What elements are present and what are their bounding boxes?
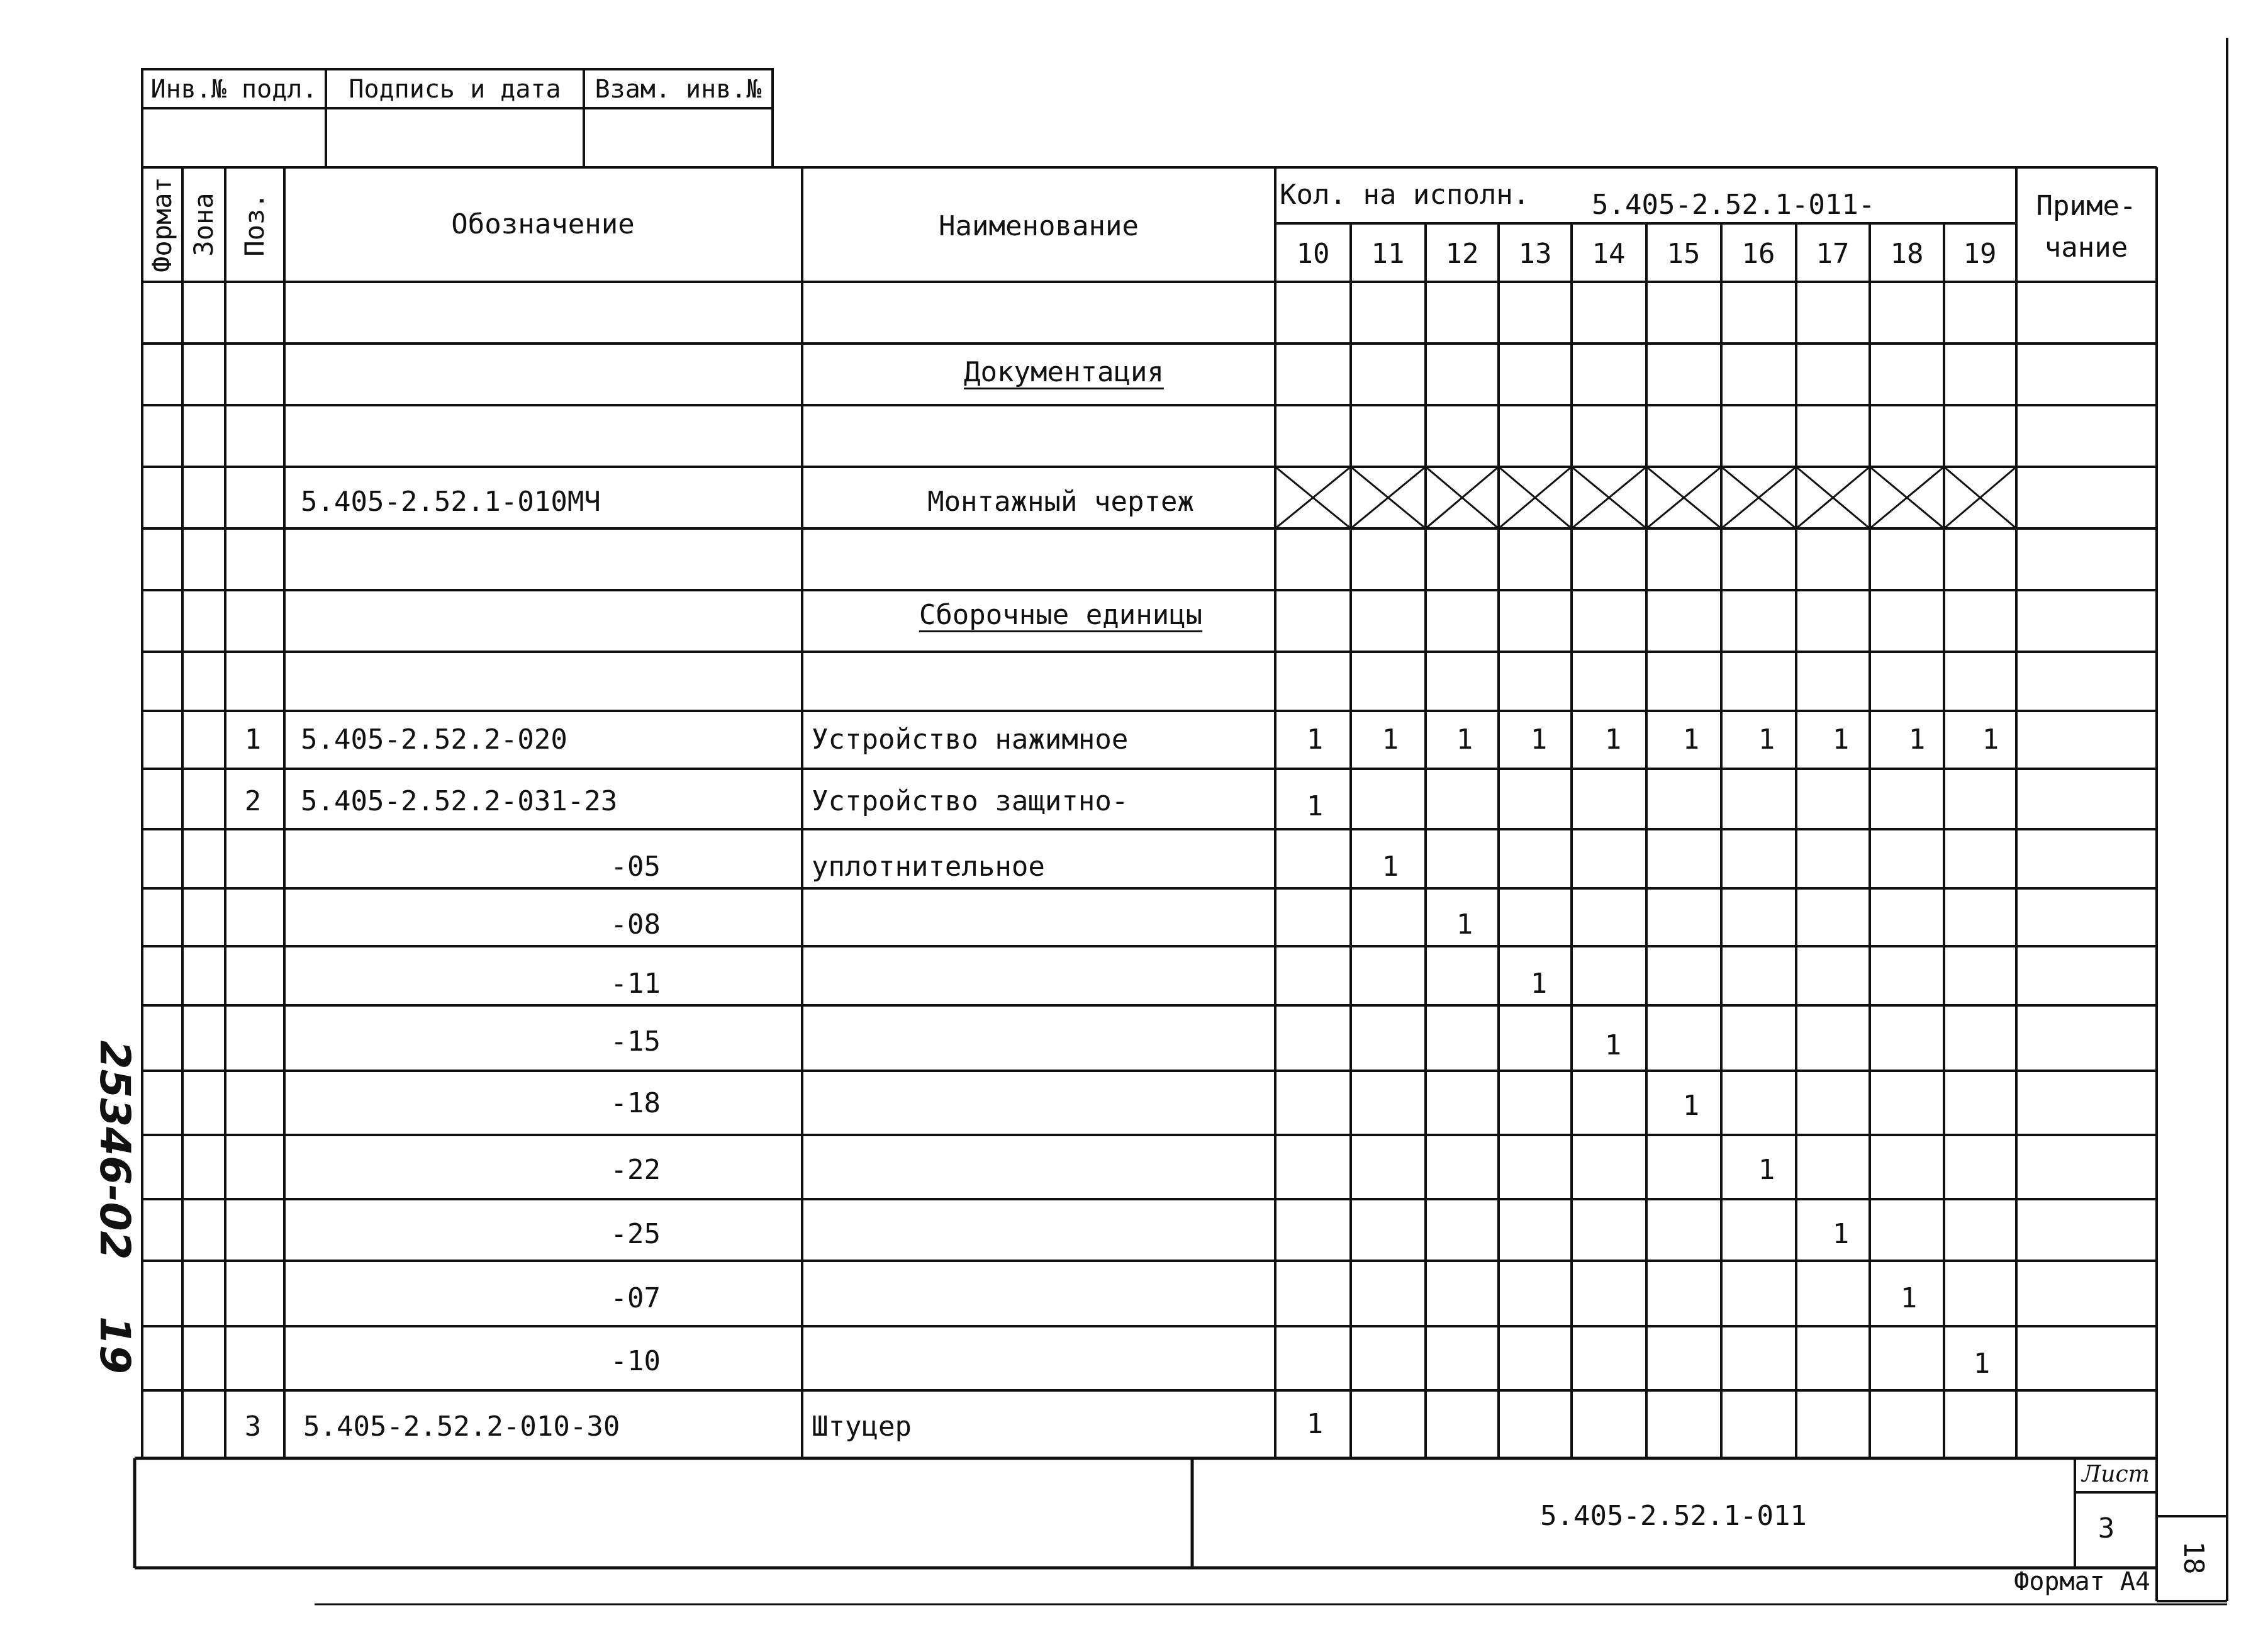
header-col-10: 10 (1296, 238, 1330, 270)
header-col-18: 18 (1890, 238, 1924, 270)
header-col-11: 11 (1371, 238, 1405, 270)
section-assembly-units: Сборочные единицы (919, 599, 1203, 631)
header-poz: Поз. (239, 193, 270, 257)
row-v25-qty: 1 (1832, 1218, 1850, 1250)
header-primechanie-1: Приме- (2036, 190, 2137, 222)
header-col-16: 16 (1741, 238, 1775, 270)
row-v15-qty: 1 (1604, 1029, 1622, 1061)
row-v05-designation: -05 (610, 851, 661, 883)
footer-format-label: Формат А4 (2014, 1567, 2150, 1596)
row-1-qty-16: 1 (1758, 724, 1775, 756)
row-2-qty-10: 1 (1306, 790, 1324, 822)
header-col-19: 19 (1963, 238, 1997, 270)
row-3-name: Штуцер (812, 1411, 912, 1443)
stamp-vzam-inv: Взам. инв.№ (595, 75, 762, 104)
header-kol-code: 5.405-2.52.1-011- (1592, 189, 1875, 221)
header-format: Формат (147, 177, 177, 272)
header-oboznachenie: Обозначение (451, 208, 635, 240)
row-v10-qty: 1 (1973, 1348, 1991, 1380)
row-1-designation: 5.405-2.52.2-020 (301, 724, 567, 756)
row-v07-designation: -07 (610, 1282, 661, 1314)
row-3-pos: 3 (244, 1411, 262, 1443)
footer-doc-code: 5.405-2.52.1-011 (1540, 1500, 1807, 1532)
footer-list-label: Лист (2082, 1461, 2150, 1487)
header-col-17: 17 (1816, 238, 1850, 270)
row-v11-qty: 1 (1530, 968, 1548, 1000)
row-v11-designation: -11 (610, 968, 661, 1000)
footer-page-number: 18 (2177, 1541, 2209, 1575)
margin-handwritten-code: 25346-02 (91, 1040, 139, 1260)
row-3-qty-10: 1 (1306, 1408, 1324, 1440)
row-v10-designation: -10 (610, 1345, 661, 1377)
row-v22-qty: 1 (1758, 1154, 1775, 1186)
footer-list-number: 3 (2098, 1512, 2115, 1545)
row-1-qty-19: 1 (1982, 724, 1999, 756)
stamp-inv-podl: Инв.№ подл. (150, 75, 318, 104)
row-2-designation: 5.405-2.52.2-031-23 (301, 785, 618, 817)
row-1-qty-12: 1 (1456, 724, 1473, 756)
row-3-designation: 5.405-2.52.2-010-30 (303, 1411, 620, 1443)
row-1-qty-14: 1 (1604, 724, 1622, 756)
row-v07-qty: 1 (1900, 1282, 1918, 1314)
header-naimenovanie: Наименование (939, 210, 1139, 242)
row-v08-designation: -08 (610, 908, 661, 941)
stamp-podpis-data: Подпись и дата (349, 75, 561, 104)
row-v18-designation: -18 (610, 1087, 661, 1119)
row-1-qty-18: 1 (1908, 724, 1926, 756)
row-mch-designation: 5.405-2.52.1-010МЧ (301, 486, 601, 518)
row-1-qty-17: 1 (1832, 724, 1850, 756)
row-v05-qty: 1 (1382, 851, 1399, 883)
row-1-qty-15: 1 (1682, 724, 1700, 756)
header-col-14: 14 (1592, 238, 1626, 270)
row-v05-name: уплотнительное (812, 851, 1045, 883)
row-1-qty-13: 1 (1530, 724, 1548, 756)
margin-handwritten-number: 19 (91, 1316, 139, 1374)
row-v08-qty: 1 (1456, 908, 1473, 941)
header-primechanie-2: чание (2044, 232, 2128, 264)
header-kol-label: Кол. на исполн. (1280, 179, 1530, 211)
row-v22-designation: -22 (610, 1154, 661, 1186)
section-documentation: Документация (964, 356, 1164, 388)
row-1-qty-11: 1 (1382, 724, 1399, 756)
row-1-qty-10: 1 (1306, 724, 1324, 756)
header-col-13: 13 (1518, 238, 1552, 270)
row-2-name: Устройство защитно- (812, 785, 1129, 817)
row-v15-designation: -15 (610, 1025, 661, 1058)
row-mch-name: Монтажный чертеж (927, 486, 1194, 518)
row-v25-designation: -25 (610, 1218, 661, 1250)
row-2-pos: 2 (244, 785, 262, 817)
header-zona: Зона (188, 193, 219, 257)
header-col-12: 12 (1445, 238, 1479, 270)
row-v18-qty: 1 (1682, 1090, 1700, 1122)
header-col-15: 15 (1667, 238, 1701, 270)
row-1-name: Устройство нажимное (812, 724, 1129, 756)
row-1-pos: 1 (244, 724, 262, 756)
